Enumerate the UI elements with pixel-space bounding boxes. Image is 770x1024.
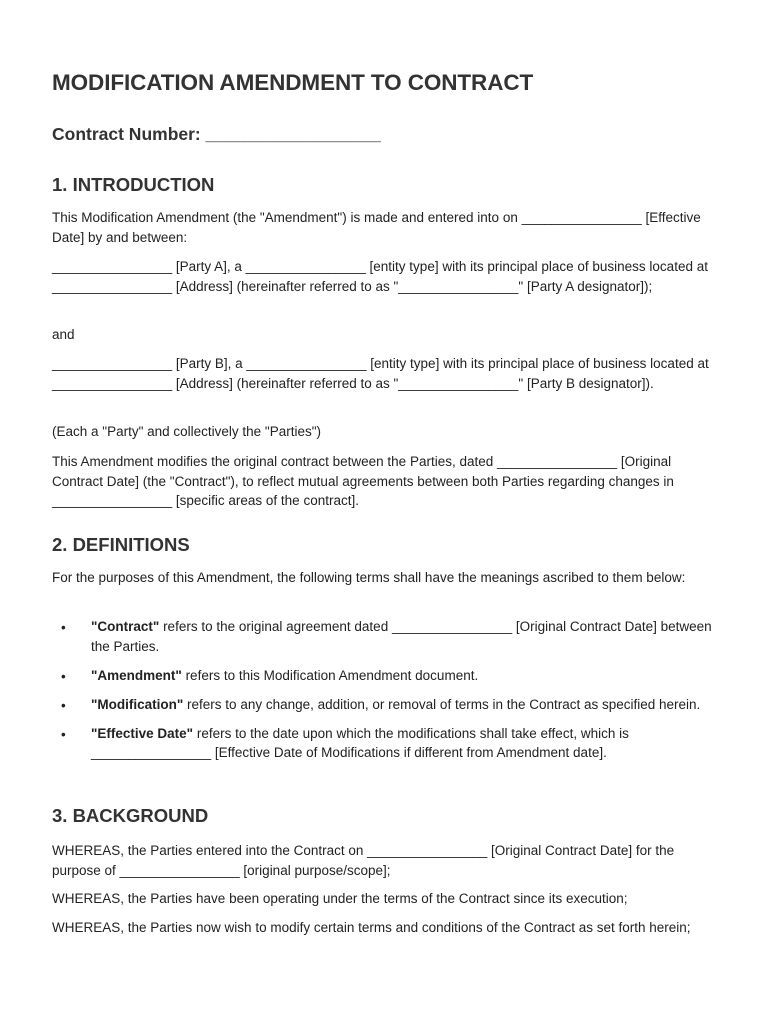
- intro-paragraph-party-a: ________________ [Party A], a ________________ [entity type] with its principal place of business located at ________________ [Address] (hereinafter referred to as "________________" [Party A designator]);: [52, 259, 708, 294]
- definitions-list: [52, 617, 722, 772]
- definition-term: "Modification": [91, 696, 184, 712]
- definition-text: refers to this Modification Amendment document.: [181, 667, 479, 683]
- section-heading-background: 3. BACKGROUND: [52, 805, 209, 826]
- definition-term: "Amendment": [91, 667, 182, 683]
- definition-text: refers to the original agreement dated ________________ [Original Contract Date] between the Parties.: [91, 619, 712, 654]
- document-title: MODIFICATION AMENDMENT TO CONTRACT: [52, 70, 534, 95]
- bullet-icon: •: [61, 726, 66, 742]
- definition-text: refers to any change, addition, or removal of terms in the Contract as specified herein.: [183, 696, 701, 712]
- bullet-icon: •: [61, 697, 66, 713]
- contract-number-line: Contract Number: __________________: [52, 124, 381, 144]
- background-paragraph-modify: WHEREAS, the Parties now wish to modify certain terms and conditions of the Contract as set forth herein;: [52, 920, 691, 935]
- definition-term: "Contract": [91, 619, 160, 634]
- background-paragraph-operating: WHEREAS, the Parties have been operating under the terms of the Contract since its execution;: [52, 891, 628, 906]
- definition-item-amendment: [52, 666, 722, 686]
- intro-paragraph-party-b: ________________ [Party B], a ________________ [entity type] with its principal place of business located at ________________ [Address] (hereinafter referred to as "________________" [Party B designator]).: [52, 356, 709, 391]
- definition-item-contract: [52, 617, 722, 656]
- definition-item-modification: [52, 695, 722, 715]
- bullet-icon: •: [61, 668, 66, 684]
- intro-paragraph-and: and: [52, 327, 75, 342]
- definition-term: "Effective Date": [91, 725, 194, 741]
- definitions-intro: For the purposes of this Amendment, the following terms shall have the meanings ascribed to them below:: [52, 570, 686, 585]
- bullet-icon: •: [61, 620, 66, 635]
- intro-paragraph-parties-note: (Each a "Party" and collectively the "Parties"): [52, 424, 322, 439]
- background-paragraph-entered: WHEREAS, the Parties entered into the Contract on ________________ [Original Contract Date] for the purpose of ________________ [original purpose/scope];: [52, 843, 675, 878]
- definition-item-effective-date: [52, 724, 722, 763]
- definition-text: refers to the date upon which the modifications shall take effect, which is ________________ [Effective Date of Modifications if different from Amendment date].: [91, 725, 629, 760]
- section-heading-definitions: 2. DEFINITIONS: [52, 534, 190, 555]
- intro-paragraph-modifies: This Amendment modifies the original contract between the Parties, dated ________________ [Original Contract Date] (the "Contract"), to reflect mutual agreements between both Parties regarding changes in ________________ [specific areas of the contract].: [52, 454, 674, 508]
- section-heading-introduction: 1. INTRODUCTION: [52, 174, 215, 195]
- intro-paragraph-effective-date: This Modification Amendment (the "Amendment") is made and entered into on ________________ [Effective Date] by and between:: [52, 210, 701, 245]
